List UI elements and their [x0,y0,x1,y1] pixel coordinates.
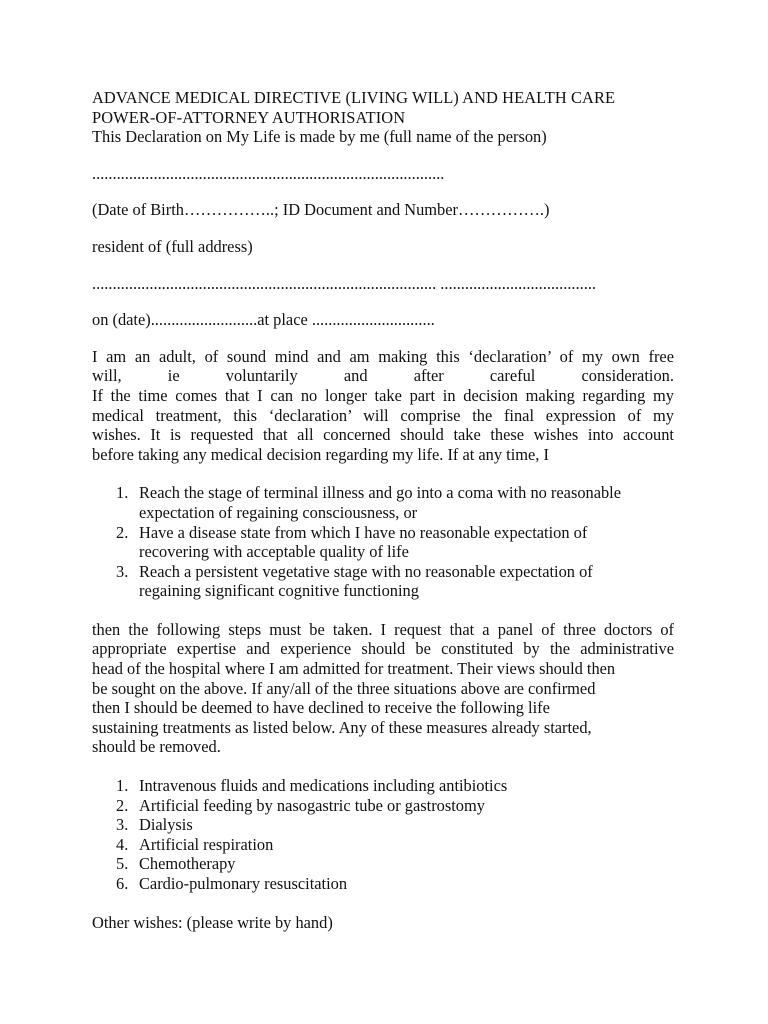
list-item-text: Artificial respiration [139,834,274,854]
list-item-text: Reach the stage of terminal illness and go into a coma with no reasonable [139,483,622,503]
list-number: 2. [116,522,129,542]
list-number: 2. [116,795,129,815]
list-item-text: Intravenous fluids and medications including antibiotics [139,776,508,796]
paragraph-line: then the following steps must be taken. I request that a panel of three doctors of [92,619,674,639]
paragraph-line: before taking any medical decision regarding my life. If at any time, I [92,444,549,464]
spread-word: and [343,366,368,386]
document-page [92,88,674,932]
list-item [92,523,674,562]
paragraph-line: If the time comes that I can no longer take part in decision making regarding my [92,385,674,405]
list-item [92,562,674,601]
paragraph-line: wishes. It is requested that all concerned should take these wishes into account [92,425,674,445]
list-item [92,483,674,522]
list-item-text: expectation of regaining consciousness, or [139,502,418,522]
treatments-list [92,776,674,894]
paragraph-line: then I should be deemed to have declined to receive the following life [92,698,550,718]
declaration-paragraph [92,347,674,465]
spread-word: consideration. [581,366,674,386]
document-title [92,88,674,127]
list-item-text: Dialysis [139,815,193,835]
list-item-text: Have a disease state from which I have no reasonable expectation of [139,522,588,542]
address-blank-line: .................................................................................... ...................................... [92,273,597,293]
list-item-text: recovering with acceptable quality of life [139,542,409,562]
paragraph-line: should be removed. [92,737,221,757]
list-number: 1. [116,776,129,796]
paragraph-line: medical treatment, this ‘declaration’ will comprise the final expression of my [92,405,674,425]
date-place-line: on (date)..........................at place .............................. [92,310,435,330]
list-number: 4. [116,834,129,854]
other-wishes-label: Other wishes: (please write by hand) [92,912,333,932]
list-number: 1. [116,483,129,503]
resident-label: resident of (full address) [92,236,253,256]
declaration-intro: This Declaration on My Life is made by me (full name of the person) [92,127,547,147]
spread-word: after [413,366,444,386]
paragraph-line: be sought on the above. If any/all of the three situations above are confirmed [92,678,596,698]
paragraph-line: appropriate expertise and experience should be constituted by the administrative [92,639,674,659]
list-number: 3. [116,561,129,581]
list-item [92,776,674,796]
list-item-text: Reach a persistent vegetative stage with no reasonable expectation of [139,561,593,581]
list-number: 6. [116,874,129,893]
list-item [92,854,674,874]
spread-word: careful [489,366,536,386]
list-item-text: regaining significant cognitive functioning [139,581,419,601]
list-item-text: Artificial feeding by nasogastric tube or gastrostomy [139,795,485,815]
list-item [92,815,674,835]
paragraph-line-spread [92,366,674,386]
list-item-text: Chemotherapy [139,854,236,874]
paragraph-line: I am an adult, of sound mind and am making this ‘declaration’ of my own free [92,346,674,366]
list-item [92,796,674,816]
spread-word: ie [167,366,180,386]
list-item [92,835,674,855]
paragraph-line: head of the hospital where I am admitted for treatment. Their views should then [92,659,616,679]
list-item [92,874,674,894]
list-item-text: Cardio-pulmonary resuscitation [139,874,348,893]
title-line-2: POWER-OF-ATTORNEY AUTHORISATION [92,107,406,127]
title-line-1: ADVANCE MEDICAL DIRECTIVE (LIVING WILL) AND HEALTH CARE [92,88,616,107]
dob-id-line: (Date of Birth……………..; ID Document and Number…………….) [92,200,550,220]
list-number: 3. [116,815,129,835]
spread-word: voluntarily [225,366,298,386]
spread-word: will, [92,366,122,386]
conditions-list [92,483,674,601]
name-blank-line: ...................................................................................... [92,163,445,183]
list-number: 5. [116,854,129,874]
steps-paragraph [92,620,674,757]
paragraph-line: sustaining treatments as listed below. Any of these measures already started, [92,717,592,737]
